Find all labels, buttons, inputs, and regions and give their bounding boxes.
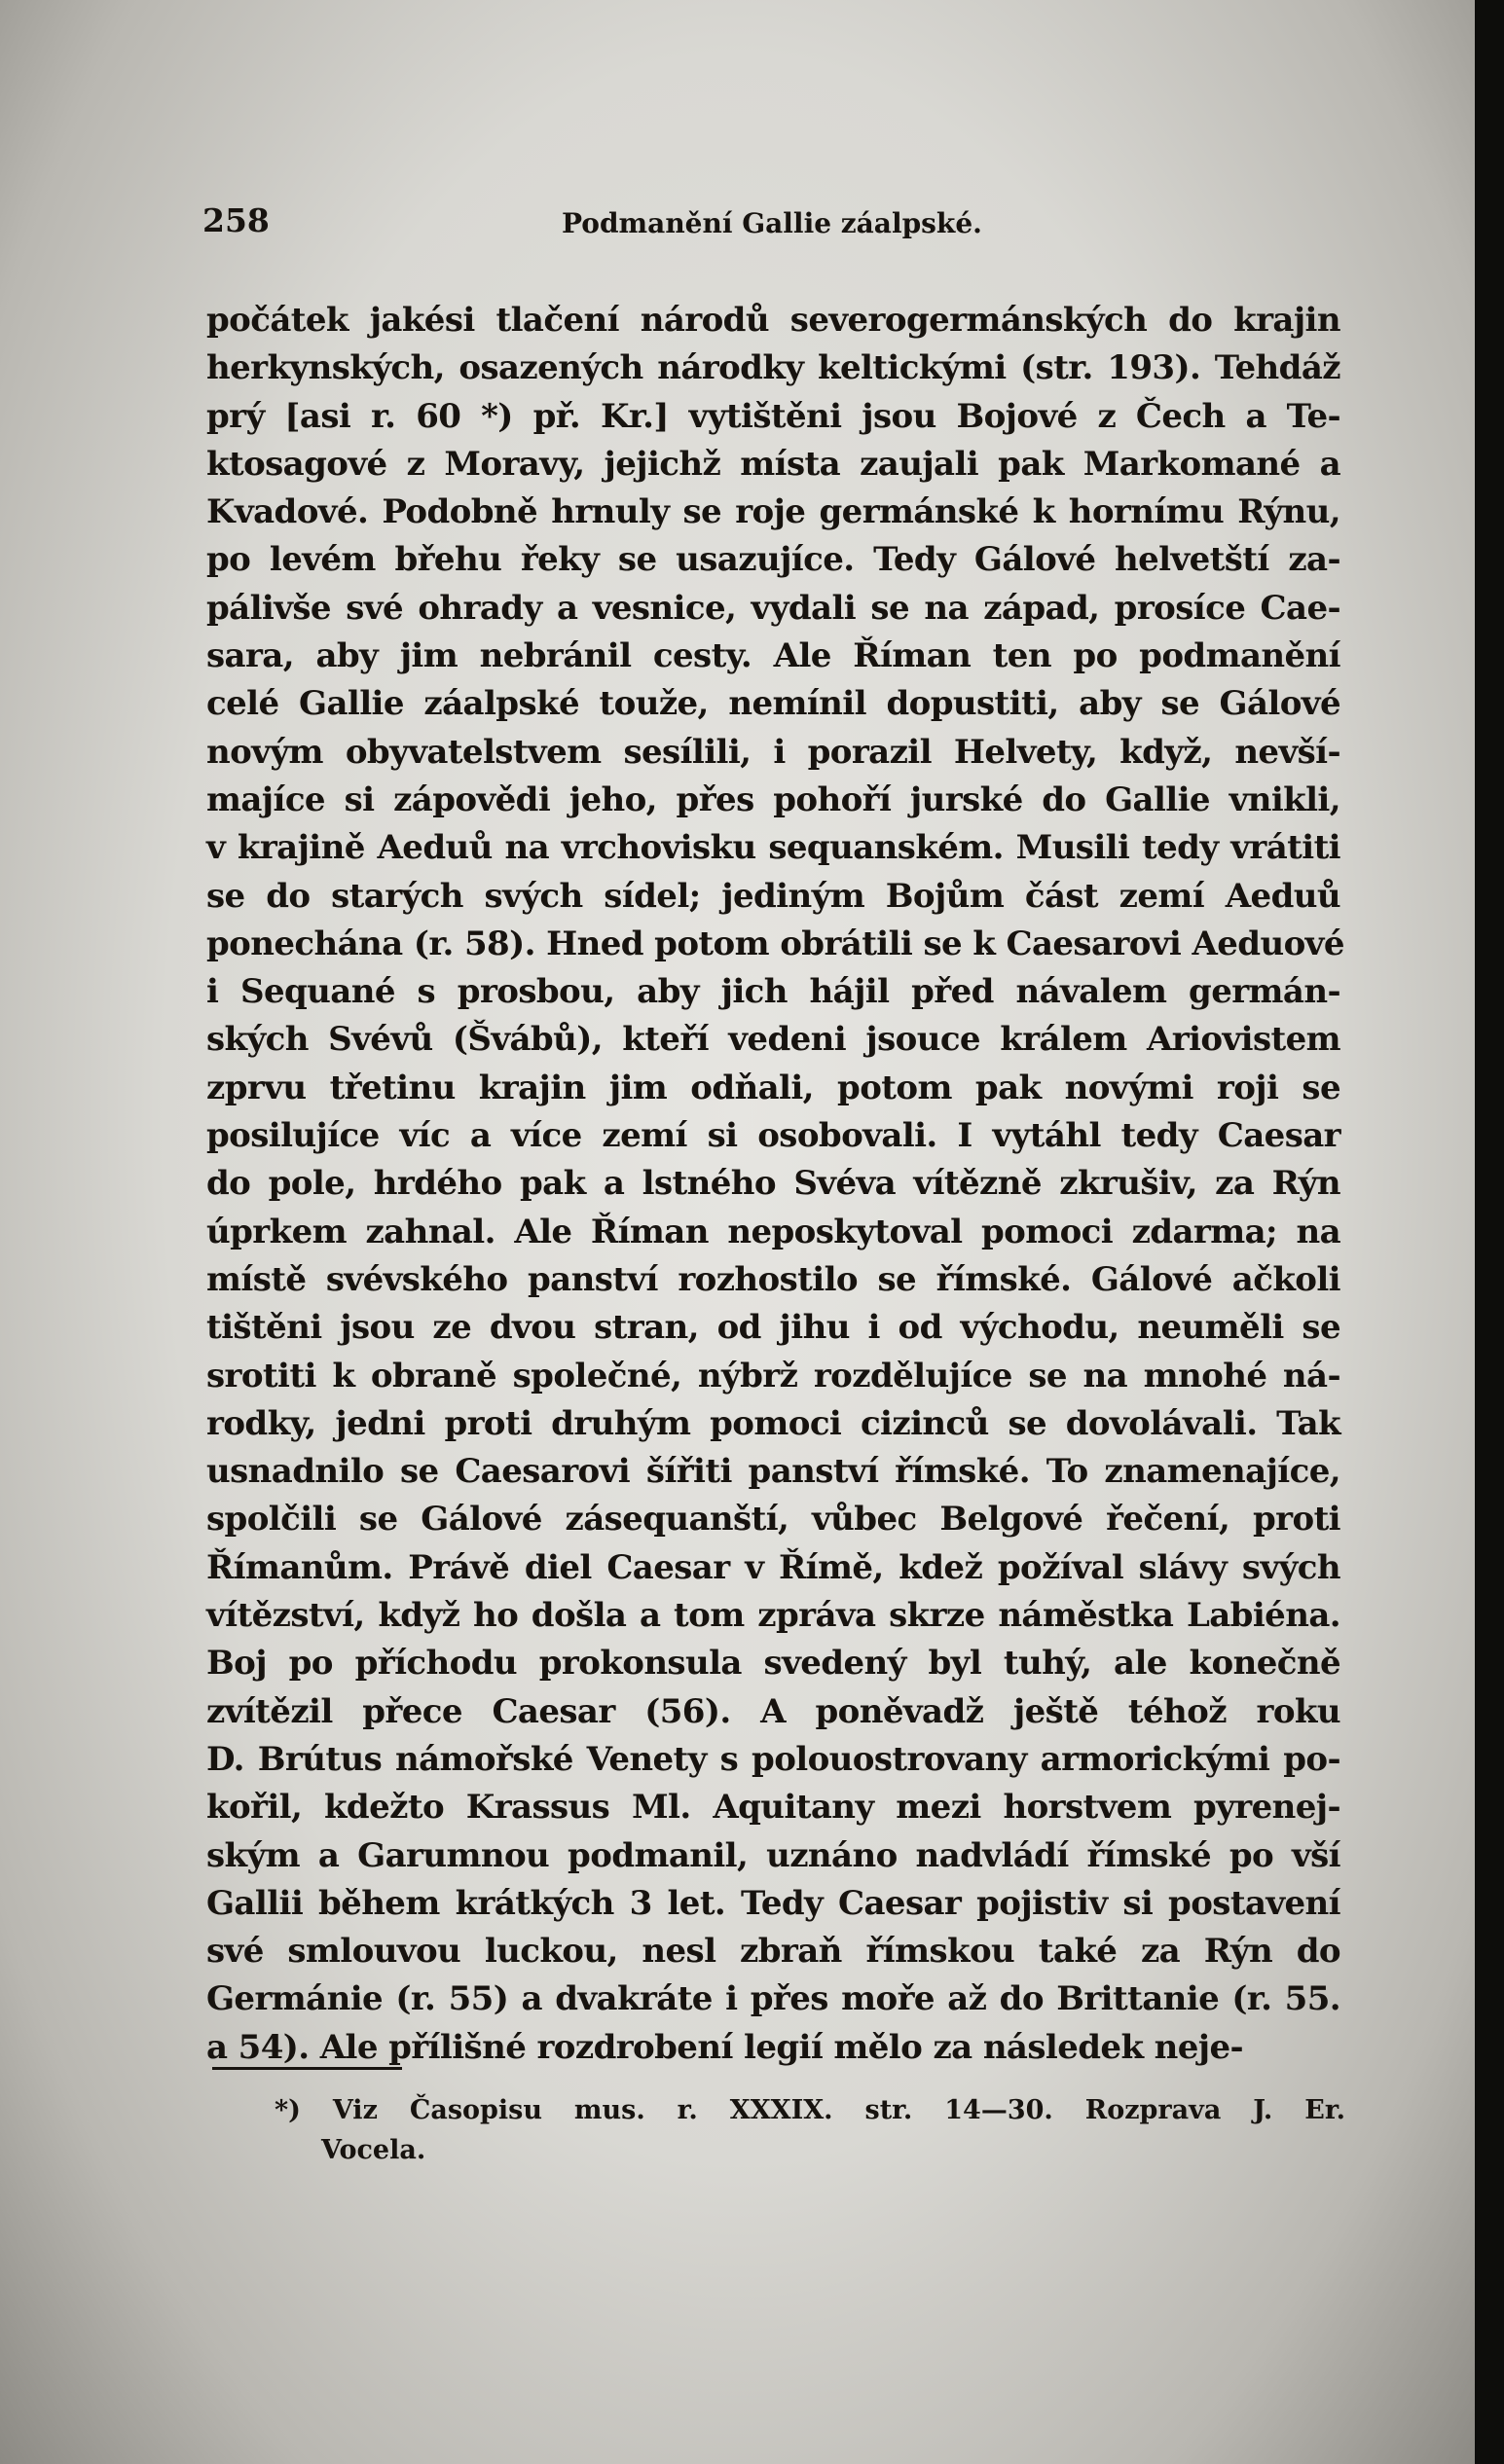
text-line: celé Gallie záalpské touže, nemínil dopustiti, aby se Gálové: [206, 684, 1340, 724]
text-line: kořil, kdežto Krassus Ml. Aquitany mezi horstvem pyrenej-: [206, 1788, 1340, 1828]
text-line: Boj po příchodu prokonsula svedený byl tuhý, ale konečně: [206, 1644, 1340, 1684]
page-edge-shadow: [1475, 0, 1504, 2464]
text-line: D. Brútus námořské Venety s polouostrovany armorickými po-: [206, 1739, 1340, 1779]
text-line: novým obyvatelstvem sesílili, i porazil Helvety, když, nevší-: [206, 732, 1340, 772]
text-line: místě svévského panství rozhostilo se římské. Gálové ačkoli: [206, 1259, 1340, 1299]
text-line: i Sequané s prosbou, aby jich hájil před návalem germán-: [206, 972, 1340, 1012]
text-line: své smlouvou luckou, nesl zbraň římskou také za Rýn do: [206, 1932, 1340, 1972]
text-line: Gallii během krátkých 3 let. Tedy Caesar pojistiv si postavení: [206, 1883, 1340, 1923]
text-line: po levém břehu řeky se usazujíce. Tedy Gálové helvetští za-: [206, 540, 1340, 580]
text-line: posilujíce víc a více zemí si osobovali. I vytáhl tedy Caesar: [206, 1116, 1340, 1156]
text-line: počátek jakési tlačení národů severogermánských do krajin: [206, 301, 1340, 340]
text-line: usnadnilo se Caesarovi šířiti panství římské. To znamenajíce,: [206, 1452, 1340, 1492]
body-text: [206, 297, 1344, 2072]
text-line: vítězství, když ho došla a tom zpráva skrze náměstka Labiéna.: [206, 1596, 1340, 1636]
running-head: Podmanění Gallie záalpské.: [562, 207, 982, 239]
text-line: Římanům. Právě diel Caesar v Římě, kdež požíval slávy svých: [206, 1547, 1340, 1587]
text-line: spolčili se Gálové zásequanští, vůbec Belgové řečení, proti: [206, 1500, 1340, 1540]
text-line: Kvadové. Podobně hrnuly se roje germánské k hornímu Rýnu,: [206, 492, 1340, 532]
text-line: herkynských, osazených národky keltickými (str. 193). Tehdáž: [206, 348, 1340, 388]
footnote-line: *) Viz Časopisu mus. r. XXXIX. str. 14—30. Rozprava J. Er.: [275, 2095, 1345, 2125]
text-line: sara, aby jim nebránil cesty. Ale Říman ten po podmanění: [206, 636, 1340, 676]
text-line: ským a Garumnou podmanil, uznáno nadvládí římské po vší: [206, 1835, 1340, 1875]
text-line: ských Svévů (Švábů), kteří vedeni jsouce králem Ariovistem: [206, 1020, 1340, 1060]
text-line: rodky, jedni proti druhým pomoci cizinců se dovolávali. Tak: [206, 1403, 1340, 1443]
text-line: v krajině Aeduů na vrchovisku sequanském. Musili tedy vrátiti: [206, 828, 1340, 868]
text-line: se do starých svých sídel; jediným Bojům část zemí Aeduů: [206, 876, 1340, 916]
text-line: srotiti k obraně společné, nýbrž rozdělujíce se na mnohé ná-: [206, 1356, 1340, 1395]
text-line: a 54). Ale přílišné rozdrobení legií mělo za následek neje-: [206, 2027, 1244, 2067]
text-line: majíce si zápovědi jeho, přes pohoří jurské do Gallie vnikli,: [206, 779, 1340, 819]
text-line: ktosagové z Moravy, jejichž místa zaujali pak Markomané a: [206, 444, 1340, 484]
page-number: 258: [202, 201, 270, 239]
footnote-line: Vocela.: [321, 2135, 426, 2165]
text-line: úprkem zahnal. Ale Říman neposkytoval pomoci zdarma; na: [206, 1212, 1340, 1251]
text-line: Germánie (r. 55) a dvakráte i přes moře až do Brittanie (r. 55.: [206, 1979, 1340, 2019]
text-line: zvítězil přece Caesar (56). A poněvadž ještě téhož roku: [206, 1691, 1340, 1731]
footnote-divider: [212, 2067, 402, 2070]
text-line: do pole, hrdého pak a lstného Svéva vítězně zkrušiv, za Rýn: [206, 1164, 1340, 1204]
text-line: tištěni jsou ze dvou stran, od jihu i od východu, neuměli se: [206, 1308, 1340, 1348]
text-line: prý [asi r. 60 *) př. Kr.] vytištěni jsou Bojové z Čech a Te-: [206, 396, 1340, 436]
text-line: ponechána (r. 58). Hned potom obrátili se k Caesarovi Aeduové: [206, 924, 1344, 963]
text-line: zprvu třetinu krajin jim odňali, potom pak novými roji se: [206, 1068, 1340, 1107]
text-line: pálivše své ohrady a vesnice, vydali se na západ, prosíce Cae-: [206, 588, 1340, 628]
footnote: [275, 2090, 1345, 2170]
